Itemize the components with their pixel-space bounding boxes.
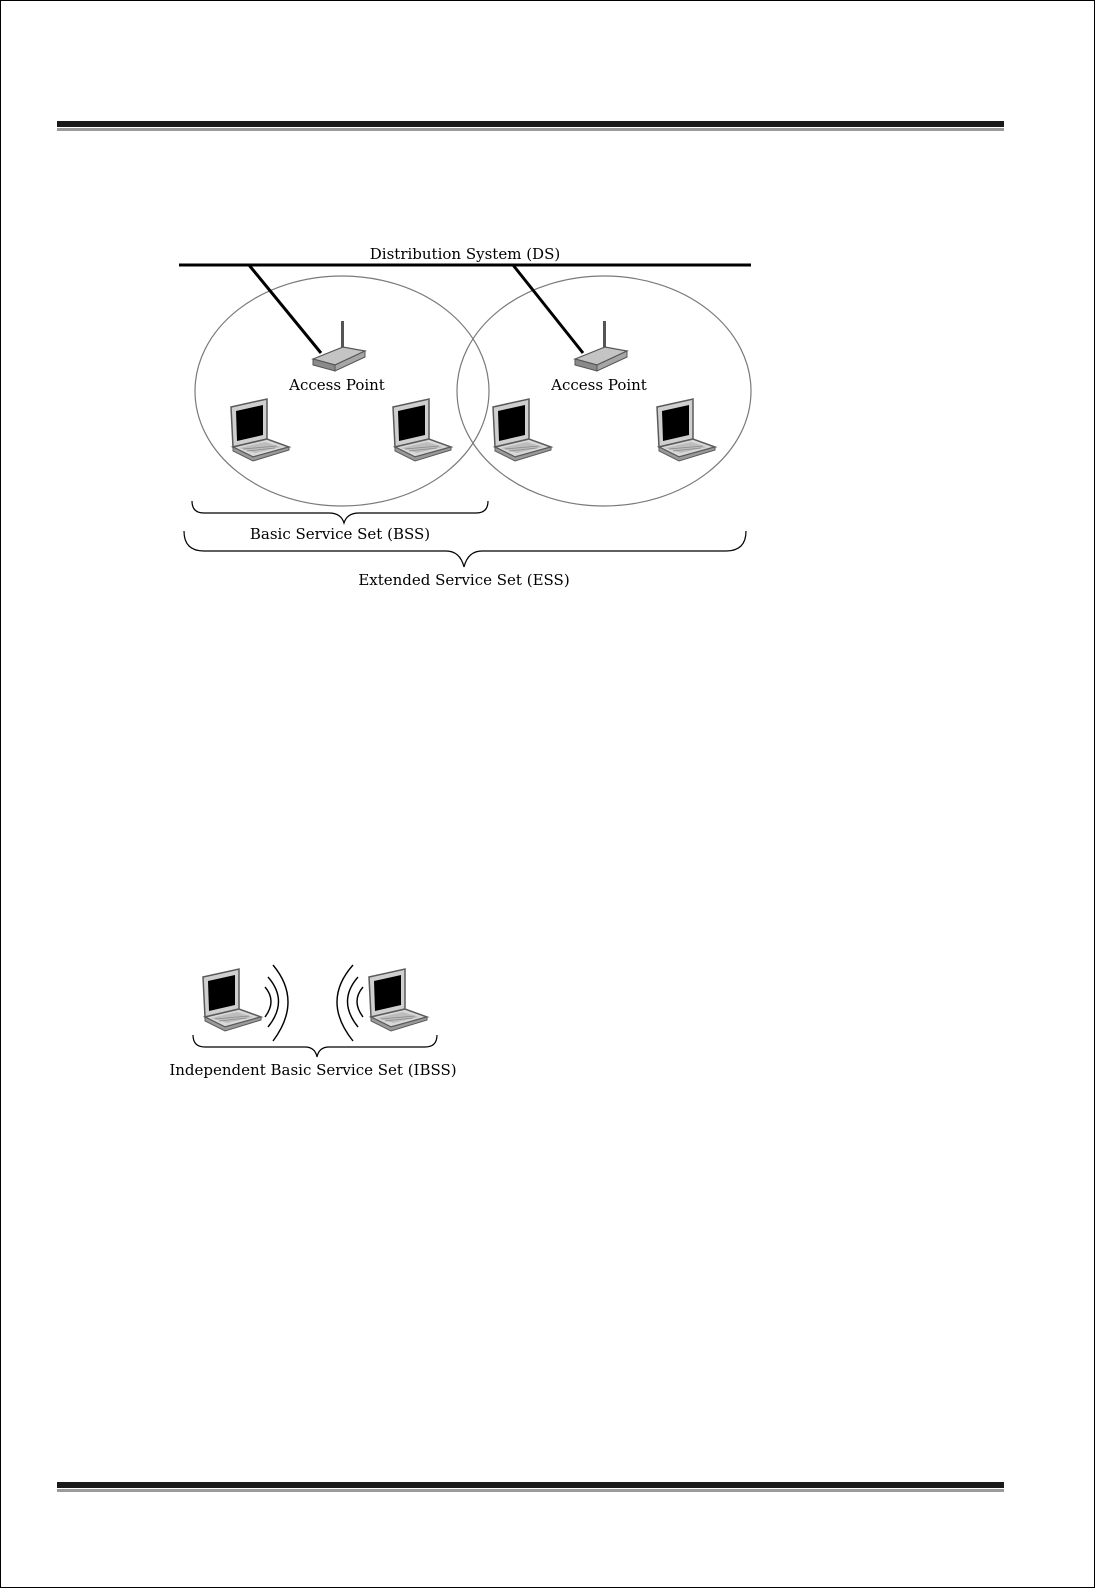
access-point-label: Access Point (289, 376, 385, 394)
laptop-icon (393, 399, 451, 461)
laptop-icon (657, 399, 715, 461)
laptop-icon (369, 969, 427, 1031)
adhoc-diagram (169, 965, 456, 1079)
wireless-waves-icon (265, 965, 288, 1041)
header-rule (57, 121, 1004, 131)
laptop-icon (231, 399, 289, 461)
ess-label: Extended Service Set (ESS) (358, 571, 570, 589)
bss-label: Basic Service Set (BSS) (249, 525, 431, 543)
wireless-waves-icon (337, 965, 363, 1041)
page-canvas (1, 1, 1095, 1589)
access-point-icon (313, 321, 365, 371)
laptop-icon (203, 969, 261, 1031)
laptop-icon (493, 399, 551, 461)
ibss-brace (193, 1035, 437, 1057)
access-point-label: Access Point (551, 376, 647, 394)
footer-rule (57, 1482, 1004, 1492)
infrastructure-diagram (179, 245, 751, 589)
bss-brace (192, 501, 488, 523)
ibss-label: Independent Basic Service Set (IBSS) (169, 1061, 457, 1079)
distribution-system-label: Distribution System (DS) (369, 245, 561, 263)
access-point-icon (575, 321, 627, 371)
